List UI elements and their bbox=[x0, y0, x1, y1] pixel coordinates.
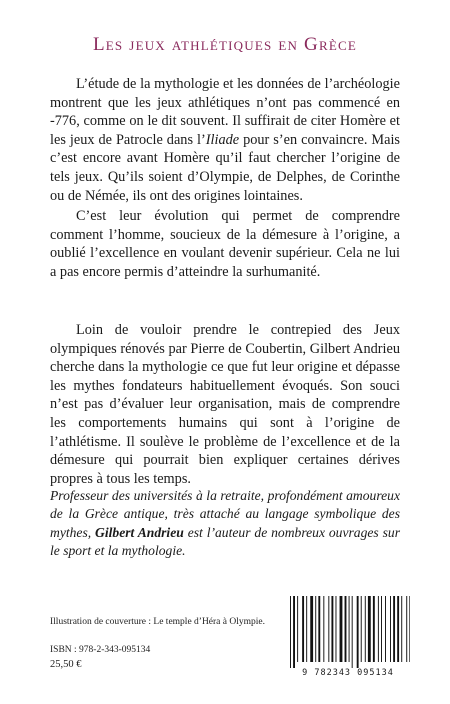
barcode-bar bbox=[385, 596, 386, 662]
summary-paragraph-3: Loin de vouloir prendre le contrepied des Jeux olympiques rénovés par Pierre de Coubertin, Gilbert Andrieu cherche dans la mythologie ce que fut leur origine et dépasse les mythes fondateurs habituellement évoqués. Son souci n’est pas d’évaluer leur organisation, mais de comprendre les comportements humains qui sont à l’origine de l’athlétisme. Il soulève le problème de l’excellence et de la démesure qui pourrait bien expliquer certaines dérives propres à tous les temps. bbox=[50, 322, 400, 487]
barcode-bar bbox=[409, 596, 410, 662]
barcode bbox=[286, 596, 410, 686]
barcode-bar bbox=[381, 596, 382, 662]
barcode-bar bbox=[306, 596, 307, 662]
barcode-bar bbox=[310, 596, 313, 662]
barcode-bar bbox=[290, 596, 291, 668]
barcode-bar bbox=[365, 596, 366, 662]
barcode-bar bbox=[390, 596, 391, 662]
paragraph-1-text-a: L’étude de la mythologie et les données de l’archéologie montrent que les jeux athlétiques n’ont pas commencé en -776, comme on le dit souvent. Il suffirait de citer Homère et les jeux de Patrocle dans l’ bbox=[50, 76, 400, 148]
barcode-bar bbox=[323, 596, 324, 662]
barcode-bar bbox=[345, 596, 347, 662]
barcode-bar bbox=[349, 596, 350, 662]
barcode-bar bbox=[336, 596, 337, 662]
barcode-bar bbox=[406, 596, 407, 662]
barcode-bar bbox=[397, 596, 399, 662]
barcode-bar bbox=[302, 596, 304, 662]
isbn: ISBN : 978-2-343-095134 bbox=[50, 645, 151, 655]
cover-illustration-credit: Illustration de couverture : Le temple d’Héra à Olympie. bbox=[50, 617, 265, 627]
barcode-bar bbox=[393, 596, 395, 662]
barcode-bar bbox=[401, 596, 402, 662]
barcode-bars bbox=[286, 596, 410, 670]
paragraph-1-text-b: pour s’en convaincre. Mais c’est encore avant Homère qu’il faut chercher l’origine de tels jeux. Qu’ils soient d’Olympie, de Delphes, de Corinthe ou de Némée, ils ont des origines lointaines. bbox=[50, 131, 400, 204]
summary-paragraph-2: C’est leur évolution qui permet de comprendre comment l’homme, soucieux de la démesure à l’origine, a oublié l’excellence en voulant devenir supérieur. Cela ne lui a pas encore permis d’atteindre la surhumanité. bbox=[50, 208, 400, 280]
bio-text-a: Professeur des universités à la retraite, profondément amoureux de la Grèce antique, très attaché au langage symbolique des mythes, bbox=[50, 488, 400, 540]
barcode-bar bbox=[378, 596, 379, 662]
barcode-bar bbox=[340, 596, 343, 662]
bio-text-b: est l’auteur de nombreux ouvrages sur le sport et la mythologie. bbox=[50, 524, 400, 559]
iliade-title: Iliade bbox=[205, 131, 240, 148]
barcode-bar bbox=[328, 596, 329, 662]
book-title: Les jeux athlétiques en Grèce bbox=[92, 34, 357, 55]
price: 25,50 € bbox=[50, 659, 82, 670]
barcode-bar bbox=[373, 596, 375, 662]
barcode-bar bbox=[368, 596, 371, 662]
barcode-bar bbox=[357, 596, 359, 668]
barcode-bar bbox=[361, 596, 362, 662]
barcode-bar bbox=[315, 596, 316, 662]
author-bio bbox=[50, 487, 400, 561]
barcode-bar bbox=[297, 596, 298, 662]
summary-paragraph-1 bbox=[50, 75, 400, 205]
barcode-bar bbox=[352, 596, 353, 668]
author-name: Gilbert Andrieu bbox=[95, 524, 184, 540]
barcode-bar bbox=[318, 596, 320, 662]
barcode-bar bbox=[293, 596, 295, 668]
barcode-bar bbox=[331, 596, 333, 662]
barcode-digits: 9 782343 095134 bbox=[302, 668, 394, 678]
